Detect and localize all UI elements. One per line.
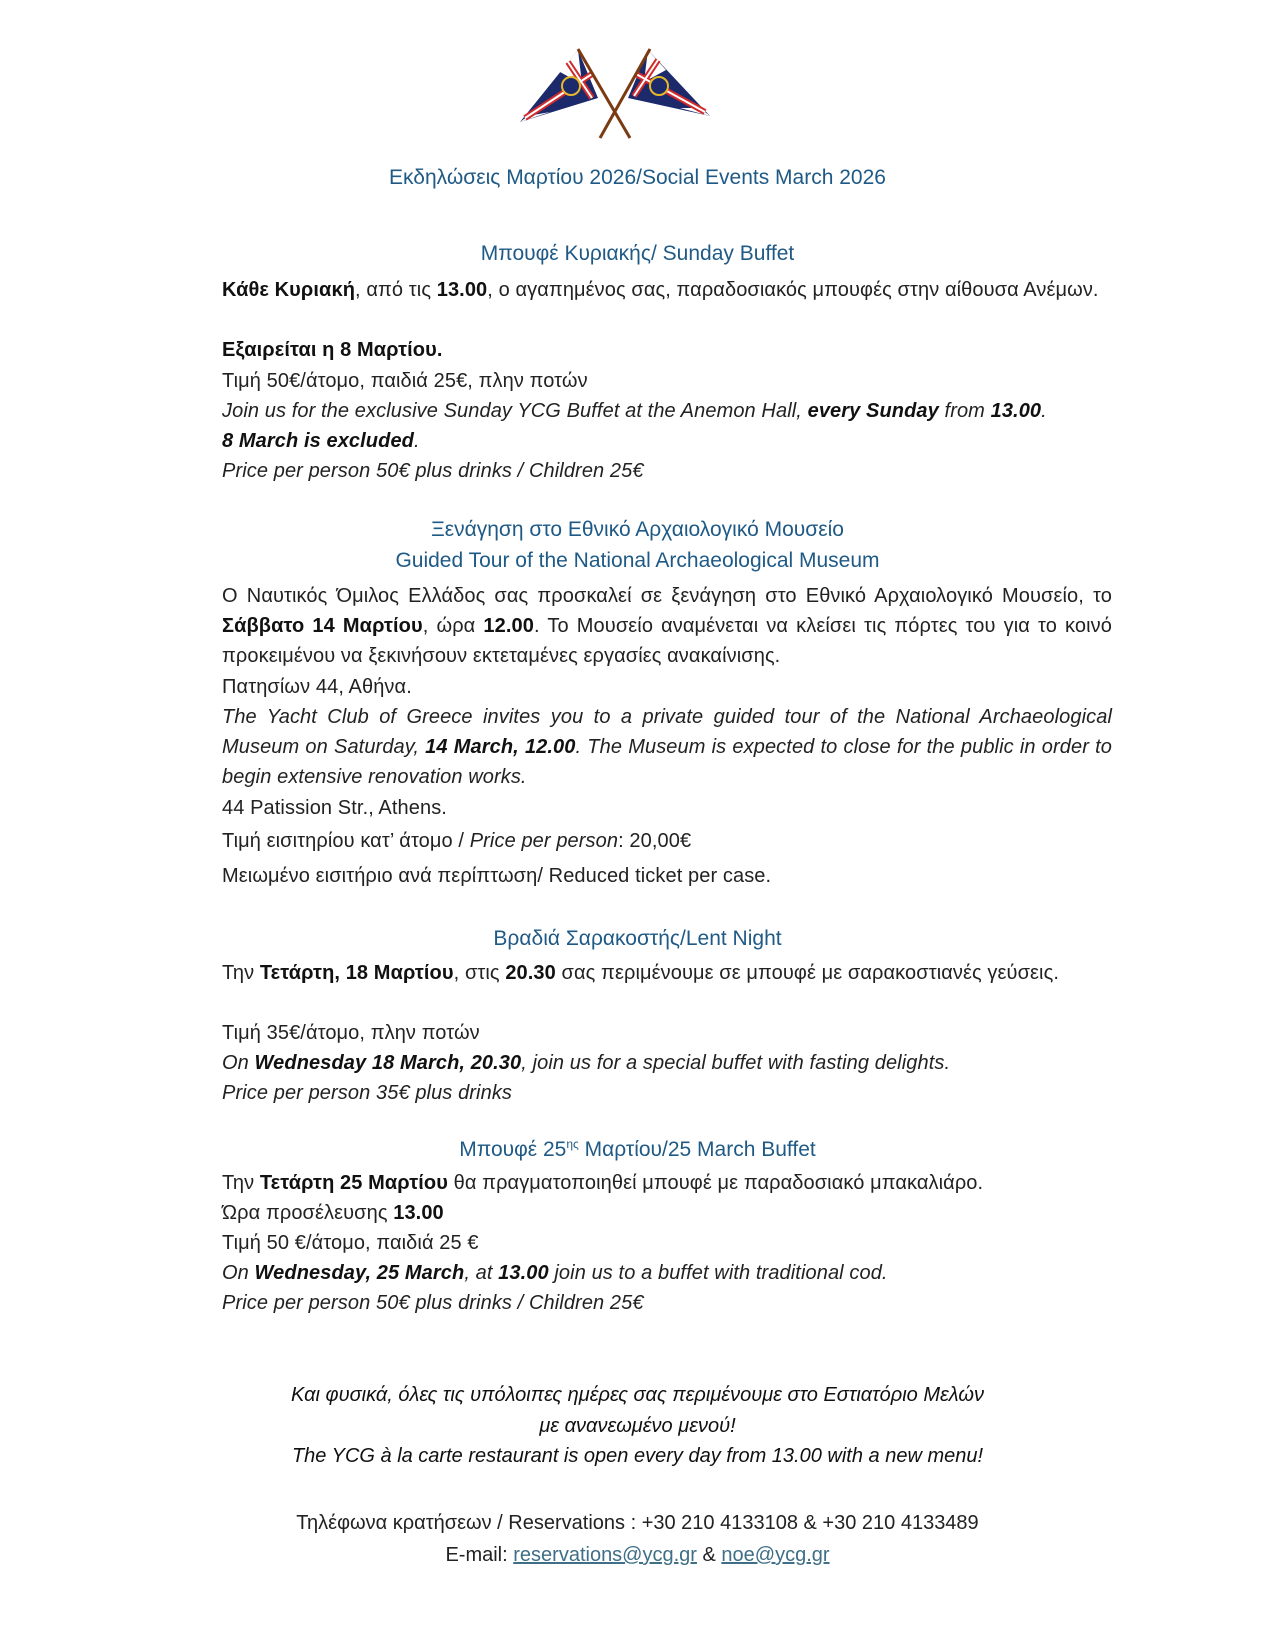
museum-address-greek: Πατησίων 44, Αθήνα. [222,676,412,698]
march25-date: Τετάρτη 25 Μαρτίου [259,1172,448,1194]
text-fragment: . Το Μουσείο αναμένεται να κλείσει τις πόρτες του για το κοινό προκειμένου να ξεκινήσουν εκτεταμένες εργασίες ανακαίνισης. [222,615,1112,668]
text-fragment: On [222,1262,255,1284]
text-fragment: Την [222,1172,260,1194]
sunday-buffet-time: 13.00 [436,279,488,301]
march25-arrival [222,1198,1112,1228]
text-fragment: , από τις [355,279,437,301]
text-fragment: The Yacht Club of Greece invites you to a private guided tour of the National Archaeological Museum on Saturday, [222,706,1112,759]
museum-heading-english: Guided Tour of the National Archaeological Museum [395,549,880,572]
march25-greek-text [222,1168,1112,1198]
sunday-buffet-day: Κάθε Κυριακή [222,279,356,301]
lent-night-price-greek: Τιμή 35€/άτομο, πλην ποτών [222,1022,480,1044]
crossed-burgee-flags-icon [520,46,710,140]
sunday-buffet-heading: Μπουφέ Κυριακής/ Sunday Buffet [480,242,795,265]
march25-price-greek: Τιμή 50 €/άτομο, παιδιά 25 € [222,1232,479,1254]
lent-night-time: 20.30 [505,962,556,984]
text-fragment: Wednesday, 25 March [254,1262,465,1284]
lent-night-english-text [222,1048,1112,1078]
text-fragment: , ώρα [422,615,484,638]
text-fragment: ης [566,1137,579,1151]
email-link-reservations[interactable]: reservations@ycg.gr [513,1544,697,1566]
closing-greek-line-1: Και φυσικά, όλες τις υπόλοιπες ημέρες σας περιμένουμε στο Εστιατόριο Μελών [291,1384,984,1406]
sunday-buffet-greek-text [222,275,1112,305]
march25-english-text [222,1258,1112,1288]
text-fragment: Join us for the exclusive Sunday YCG Buffet at the Anemon Hall, [222,400,808,422]
excluded-date: Εξαιρείται η 8 Μαρτίου. [222,339,443,361]
email-link-noe[interactable]: noe@ycg.gr [721,1544,830,1566]
sunday-buffet-price-english: Price per person 50€ plus drinks / Children 25€ [222,460,644,482]
museum-greek-text [222,581,1112,672]
text-fragment: 14 March, 12.00 [425,736,576,759]
text-fragment: Τιμή εισιτηρίου κατ’ άτομο / [222,830,470,852]
museum-price-value: : 20,00€ [618,830,692,852]
text-fragment: Ώρα προσέλευσης [222,1202,394,1224]
text-fragment: Την [222,962,260,984]
text-fragment: Μαρτίου/25 March Buffet [578,1138,816,1161]
lent-night-price-english: Price per person 35€ plus drinks [222,1082,513,1104]
text-fragment: every Sunday [807,400,939,422]
text-fragment: 13.00 [498,1262,549,1284]
text-fragment: 13.00 [990,400,1042,422]
lent-night-date: Τετάρτη, 18 Μαρτίου [259,962,454,984]
sunday-buffet-excluded [222,335,1112,365]
text-fragment: , join us for a special buffet with fasting delights. [521,1052,951,1074]
march25-heading [0,1137,1275,1162]
text-fragment: Ο Ναυτικός Όμιλος Ελλάδος σας προσκαλεί σε ξενάγηση στο Εθνικό Αρχαιολογικό Μουσείο, το [222,585,1112,607]
text-fragment: Μπουφέ 25 [459,1138,567,1161]
text-fragment: On [222,1052,255,1074]
text-fragment: from [938,400,991,422]
text-fragment: , στις [453,962,506,984]
text-fragment: Price per person [469,830,619,852]
sunday-buffet-price-greek: Τιμή 50€/άτομο, παιδιά 25€, πλην ποτών [222,370,588,392]
closing-greek-line-2: με ανανεωμένο μενού! [539,1414,736,1437]
museum-date: Σάββατο 14 Μαρτίου [222,615,423,638]
text-fragment: . [1041,400,1047,422]
text-fragment: . The Museum is expected to close for the public in order to begin extensive renovation works. [222,736,1112,789]
museum-reduced-ticket: Μειωμένο εισιτήριο ανά περίπτωση/ Reduced ticket per case. [222,865,772,887]
march25-price-english: Price per person 50€ plus drinks / Children 25€ [222,1292,644,1314]
text-fragment: σας περιμένουμε σε μπουφέ με σαρακοστιανές γεύσεις. [555,962,1059,984]
march25-time: 13.00 [393,1202,444,1224]
lent-night-greek-text [222,958,1112,988]
text-fragment: 8 March is excluded [222,430,414,452]
closing-english-line: The YCG à la carte restaurant is open every day from 13.00 with a new menu! [291,1445,984,1467]
email-label: E-mail: [445,1544,514,1566]
text-fragment: θα πραγματοποιηθεί μπουφέ με παραδοσιακό μπακαλιάρο. [447,1172,984,1194]
sunday-buffet-excluded-en [222,426,1112,456]
museum-heading-greek: Ξενάγηση στο Εθνικό Αρχαιολογικό Μουσείο [431,518,844,541]
sunday-buffet-english-text [222,396,1112,426]
text-fragment: Wednesday 18 March, 20.30 [254,1052,522,1074]
reservation-phones: Τηλέφωνα κρατήσεων / Reservations : +30 210 4133108 & +30 210 4133489 [296,1512,979,1534]
text-fragment: & [696,1544,722,1566]
museum-time: 12.00 [483,615,534,638]
museum-english-text [222,702,1112,793]
reservation-emails [0,1540,1275,1571]
lent-night-heading: Βραδιά Σαρακοστής/Lent Night [493,927,782,950]
text-fragment: join us to a buffet with traditional cod. [548,1262,888,1284]
closing-message [0,1380,1275,1472]
page-title: Εκδηλώσεις Μαρτίου 2026/Social Events March 2026 [389,166,886,189]
text-fragment: , at [464,1262,499,1284]
museum-price [222,826,1112,856]
museum-address-english: 44 Patission Str., Athens. [222,797,447,819]
text-fragment: . [413,430,420,452]
text-fragment: , ο αγαπημένος σας, παραδοσιακός μπουφές στην αίθουσα Ανέμων. [487,279,1099,301]
